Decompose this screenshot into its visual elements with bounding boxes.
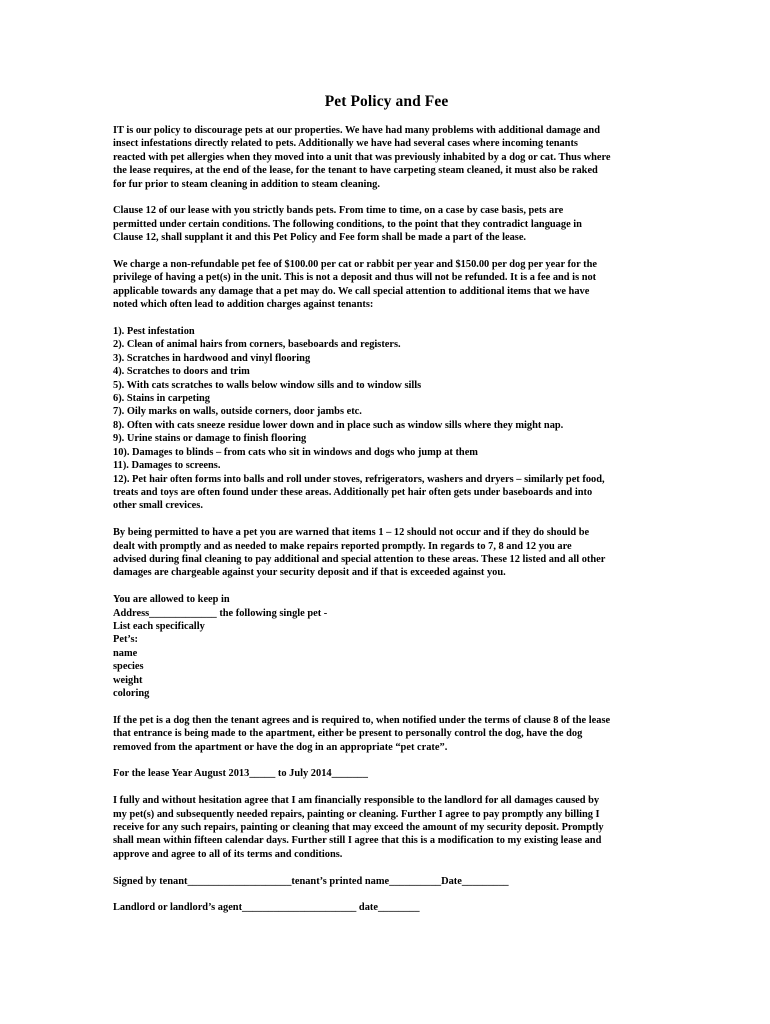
pet-species-field[interactable]: species <box>113 661 144 673</box>
list-item-text: 7). Oily marks on walls, outside corners, door jambs etc. <box>113 406 362 418</box>
intro-line: the lease requires, at the end of the lease, for the tenant to have carpeting steam cleaned, it must also be raked <box>113 165 598 177</box>
list-item-text: 3). Scratches in hardwood and vinyl flooring <box>113 352 311 364</box>
pet-name-field[interactable]: name <box>113 647 138 659</box>
list-item-text: 8). Often with cats sneeze residue lower down and in place such as window sills where they might nap. <box>113 419 564 431</box>
clause12-line: permitted under certain conditions. The following conditions, to the point that they contradict language in <box>113 218 582 230</box>
agreement-line: my pet(s) and subsequently needed repairs, painting or cleaning. Further I agree to pay promptly any billing I <box>113 808 600 820</box>
intro-line: insect infestations directly related to pets. Additionally we have had several cases where incoming tenants <box>113 138 578 150</box>
fee-line: applicable towards any damage that a pet may do. We call special attention to additional items that we have <box>113 285 590 297</box>
list-item <box>113 365 660 378</box>
list-item-text: 4). Scratches to doors and trim <box>113 366 250 378</box>
intro-line: reacted with pet allergies when they moved into a unit that was previously inhabited by a dog or cat. Thus where <box>113 151 611 163</box>
list-item <box>113 379 660 392</box>
list-item-text: 1). Pest infestation <box>113 326 195 338</box>
keep-line: Pet’s: <box>113 634 138 646</box>
keep-line: You are allowed to keep in <box>113 594 230 606</box>
intro-line: IT is our policy to discourage pets at our properties. We have had many problems with additional damage and <box>113 125 600 136</box>
list-item-text: 5). With cats scratches to walls below window sills and to window sills <box>113 379 422 391</box>
intro-paragraph <box>113 124 660 191</box>
agreement-line: shall mean within fifteen calendar days. Further still I agree that this is a modification to my existing lease and <box>113 835 602 847</box>
clause12-line: Clause 12, shall supplant it and this Pet Policy and Fee form shall be made a part of the lease. <box>113 232 527 244</box>
warning-line: advised during final cleaning to pay additional and special attention to these areas. These 12 listed and all other <box>113 553 606 565</box>
warning-line: damages are chargeable against your security deposit and if that is exceeded against you. <box>113 567 506 579</box>
list-item <box>113 419 660 432</box>
clause12-paragraph <box>113 204 660 244</box>
fee-line: We charge a non-refundable pet fee of $100.00 per cat or rabbit per year and $150.00 per dog per year for the <box>113 259 597 271</box>
list-item <box>113 405 660 418</box>
keep-line: List each specifically <box>113 620 205 632</box>
pet-policy-document <box>113 93 660 928</box>
lease-year-line[interactable]: For the lease Year August 2013_____ to July 2014_______ <box>113 768 368 780</box>
address-field-line[interactable]: Address_____________ the following single pet - <box>113 607 328 619</box>
pet-coloring-field[interactable]: coloring <box>113 687 150 699</box>
list-item <box>113 432 660 445</box>
list-item <box>113 352 660 365</box>
list-item <box>113 392 660 405</box>
document-title: Pet Policy and Fee <box>324 93 449 110</box>
dog-line: removed from the apartment or have the dog in an appropriate “pet crate”. <box>113 741 448 753</box>
warning-line: dealt with promptly and as needed to make repairs reported promptly. In regards to 7, 8 and 12 you are <box>113 540 572 552</box>
fee-paragraph <box>113 258 660 312</box>
list-item <box>113 338 660 351</box>
damage-items-list <box>113 325 660 513</box>
list-item-text: treats and toys are often found under these areas. Additionally pet hair often gets under baseboards and into <box>113 486 593 498</box>
list-item <box>113 459 660 472</box>
list-item <box>113 446 660 459</box>
pet-details-block <box>113 593 660 700</box>
pet-weight-field[interactable]: weight <box>113 674 143 686</box>
list-item-text: 12). Pet hair often forms into balls and roll under stoves, refrigerators, washers and dryers – similarly pet food, <box>113 473 605 485</box>
warning-paragraph <box>113 526 660 580</box>
fee-line: noted which often lead to addition charges against tenants: <box>113 299 374 311</box>
list-item-text: 6). Stains in carpeting <box>113 393 210 405</box>
list-item-text: 2). Clean of animal hairs from corners, baseboards and registers. <box>113 339 401 351</box>
clause12-line: Clause 12 of our lease with you strictly bands pets. From time to time, on a case by case basis, pets are <box>113 205 564 217</box>
dog-line: that entrance is being made to the apartment, either be present to personally control the dog, have the dog <box>113 728 583 740</box>
list-item-text: 11). Damages to screens. <box>113 460 221 472</box>
intro-line: for fur prior to steam cleaning in addition to steam cleaning. <box>113 178 380 190</box>
list-item <box>113 473 660 513</box>
list-item-text: 9). Urine stains or damage to finish flooring <box>113 433 307 445</box>
agreement-paragraph <box>113 794 660 861</box>
landlord-signature-line[interactable]: Landlord or landlord’s agent______________________ date________ <box>113 902 420 914</box>
dog-paragraph <box>113 714 660 754</box>
agreement-line: approve and agree to all of its terms and conditions. <box>113 848 343 860</box>
agreement-line: receive for any such repairs, painting or cleaning that may exceed the amount of my security deposit. Promptly <box>113 822 604 833</box>
tenant-signature-line[interactable]: Signed by tenant____________________tenant’s printed name__________Date_________ <box>113 875 509 887</box>
list-item-text: 10). Damages to blinds – from cats who sit in windows and dogs who jump at them <box>113 446 478 458</box>
list-item <box>113 325 660 338</box>
dog-line: If the pet is a dog then the tenant agrees and is required to, when notified under the terms of clause 8 of the lease <box>113 714 611 726</box>
fee-line: privilege of having a pet(s) in the unit. This is not a deposit and thus will not be refunded. It is a fee and is not <box>113 272 597 284</box>
warning-line: By being permitted to have a pet you are warned that items 1 – 12 should not occur and if they do should be <box>113 527 590 539</box>
agreement-line: I fully and without hesitation agree that I am financially responsible to the landlord for all damages caused by <box>113 795 600 807</box>
list-item-text: other small crevices. <box>113 500 203 512</box>
